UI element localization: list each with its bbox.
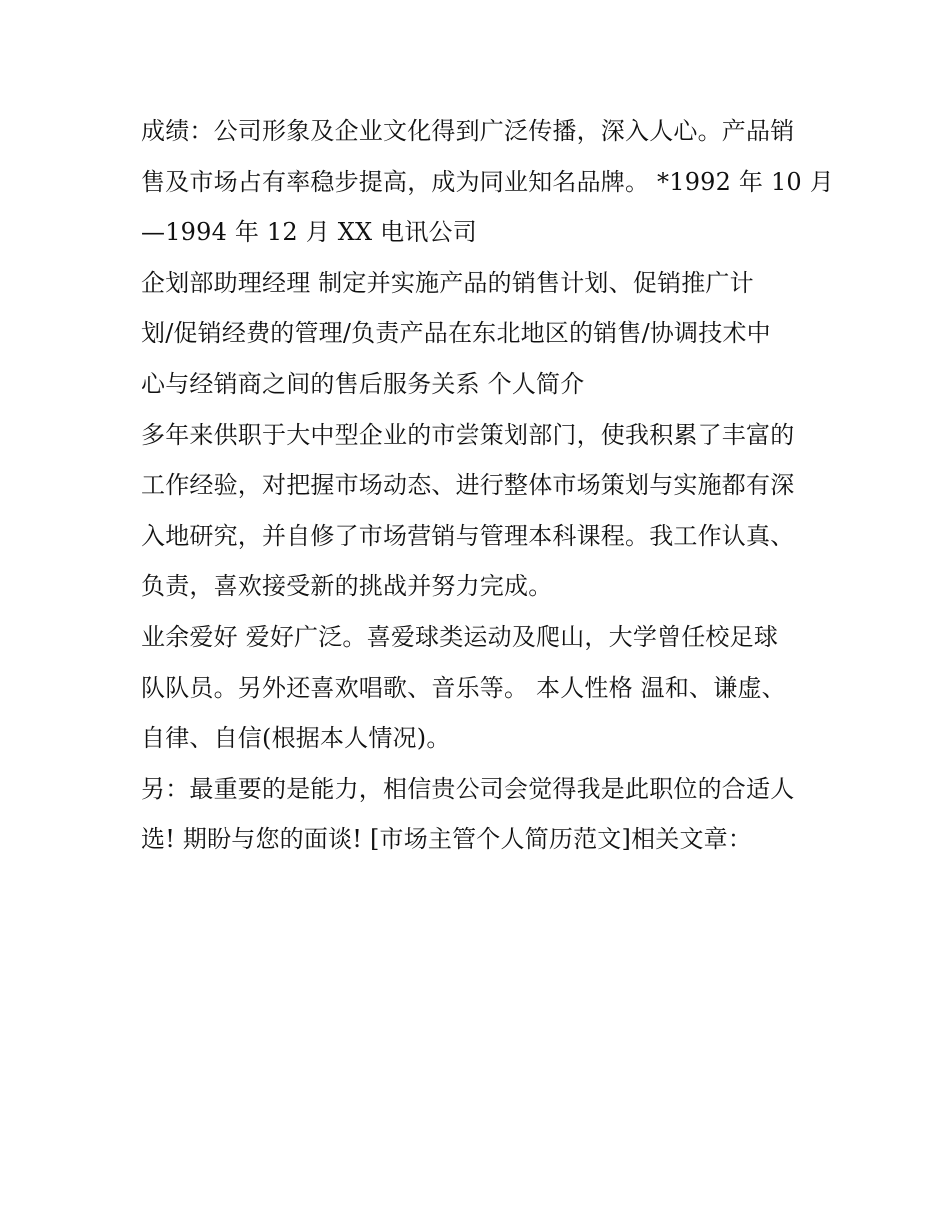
text-line: 业余爱好 爱好广泛。喜爱球类运动及爬山，大学曾任校足球 — [141, 622, 779, 651]
text-line: —1994 年 12 月 XX 电讯公司 — [141, 218, 477, 247]
document-body — [141, 106, 834, 865]
text-line: 队队员。另外还喜欢唱歌、音乐等。 本人性格 温和、谦虚、 — [141, 673, 786, 702]
text-line: 负责，喜欢接受新的挑战并努力完成。 — [141, 572, 553, 601]
text-line: 另：最重要的是能力，相信贵公司会觉得我是此职位的合适人 — [141, 774, 795, 803]
text-line: 选! 期盼与您的面谈! [市场主管个人简历范文]相关文章： — [141, 825, 753, 854]
text-line: 工作经验，对把握市场动态、进行整体市场策划与实施都有深 — [141, 471, 795, 500]
text-line: 成绩：公司形象及企业文化得到广泛传播，深入人心。产品销 — [141, 117, 795, 145]
text-line: 自律、自信(根据本人情况)。 — [141, 724, 451, 753]
text-line: 心与经销商之间的售后服务关系 个人简介 — [141, 369, 585, 398]
text-line: 多年来供职于大中型企业的市尝策划部门，使我积累了丰富的 — [141, 420, 795, 449]
text-line: 企划部助理经理 制定并实施产品的销售计划、促销推广计 — [141, 268, 754, 297]
text-line: 售及市场占有率稳步提高，成为同业知名品牌。 *1992 年 10 月 — [141, 167, 834, 196]
text-line: 入地研究，并自修了市场营销与管理本科课程。我工作认真、 — [141, 521, 795, 550]
text-line: 划/促销经费的管理/负责产品在东北地区的销售/协调技术中 — [141, 319, 771, 348]
